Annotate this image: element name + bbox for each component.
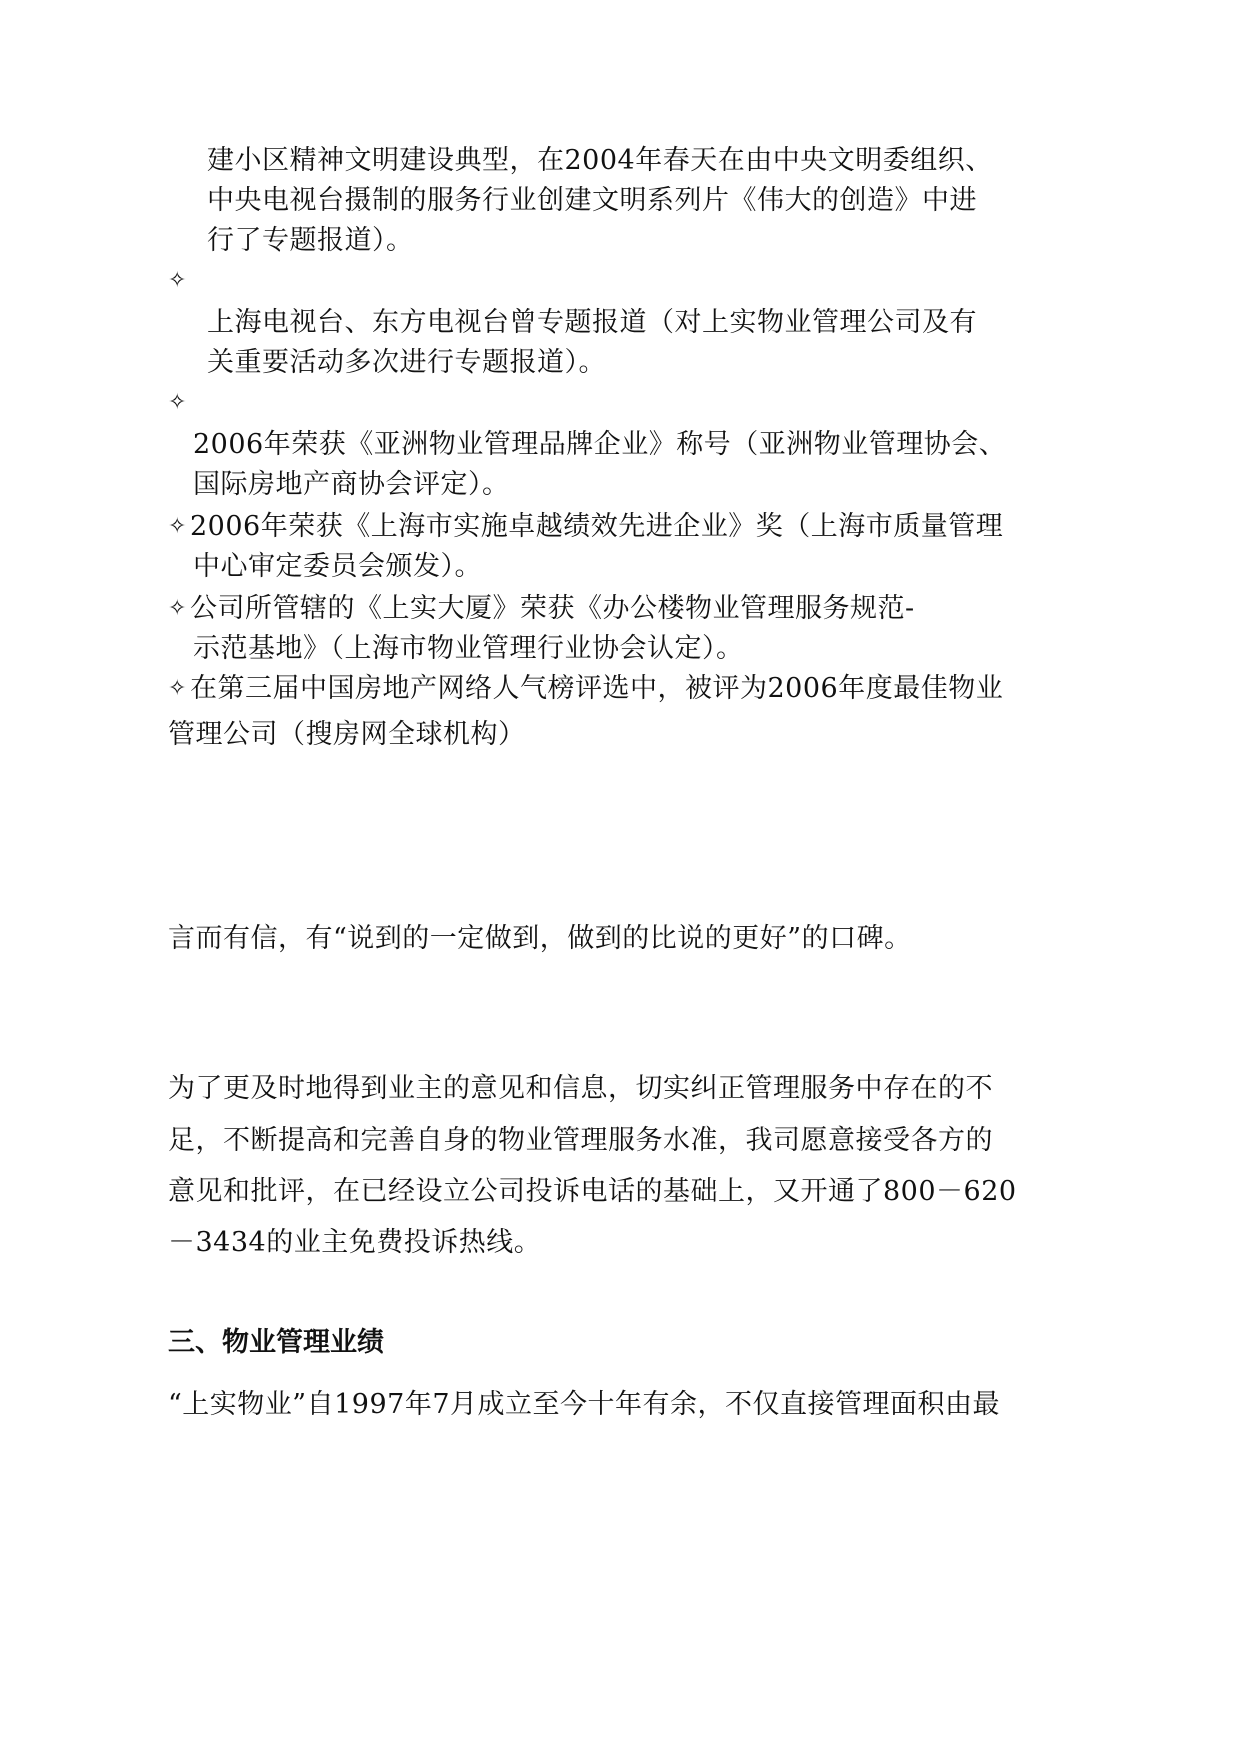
award-item-3-line-1: 2006年荣获《亚洲物业管理品牌企业》称号（亚洲物业管理协会、 — [193, 429, 1007, 460]
award-item-1-line-2: 中央电视台摄制的服务行业创建文明系列片《伟大的创造》中进 — [207, 185, 977, 216]
award-item-2-line-2: 关重要活动多次进行专题报道）。 — [207, 347, 606, 378]
award-item-3-line-2: 国际房地产商协会评定）。 — [193, 469, 510, 500]
section-heading: 三、物业管理业绩 — [168, 1327, 384, 1358]
bullet-star-icon: ✧ — [168, 390, 187, 415]
complaint-paragraph-line-4: －3434的业主免费投诉热线。 — [168, 1227, 542, 1258]
bullet-star-icon: ✧ — [168, 268, 187, 293]
award-item-4-line-1: 2006年荣获《上海市实施卓越绩效先进企业》奖（上海市质量管理 — [190, 511, 1004, 542]
bullet-star-icon: ✧ — [168, 514, 187, 539]
award-item-4-line-2: 中心审定委员会颁发）。 — [193, 551, 482, 582]
complaint-paragraph-line-1: 为了更及时地得到业主的意见和信息，切实纠正管理服务中存在的不 — [168, 1073, 993, 1104]
section-intro-text: “上实物业”自1997年7月成立至今十年有余，不仅直接管理面积由最 — [168, 1389, 1000, 1420]
bullet-star-icon: ✧ — [168, 596, 187, 621]
complaint-paragraph-line-2: 足，不断提高和完善自身的物业管理服务水准，我司愿意接受各方的 — [168, 1125, 993, 1156]
award-item-5-line-2: 示范基地》（上海市物业管理行业协会认定）。 — [193, 633, 744, 664]
award-item-1-line-3: 行了专题报道）。 — [207, 225, 414, 256]
bullet-star-icon: ✧ — [168, 676, 187, 701]
award-item-6-line-2: 管理公司（搜房网全球机构） — [168, 719, 526, 750]
award-item-6-line-1: 在第三届中国房地产网络人气榜评选中，被评为2006年度最佳物业 — [190, 673, 1004, 704]
award-item-5-line-1: 公司所管辖的《上实大厦》荣获《办公楼物业管理服务规范- — [190, 593, 915, 624]
reputation-text: 言而有信，有“说到的一定做到，做到的比说的更好”的口碑。 — [168, 923, 912, 954]
complaint-paragraph-line-3: 意见和批评，在已经设立公司投诉电话的基础上，又开通了800－620 — [168, 1176, 1017, 1207]
award-item-1-line-1: 建小区精神文明建设典型，在2004年春天在由中央文明委组织、 — [207, 145, 993, 176]
award-item-2-line-1: 上海电视台、东方电视台曾专题报道（对上实物业管理公司及有 — [207, 307, 977, 338]
